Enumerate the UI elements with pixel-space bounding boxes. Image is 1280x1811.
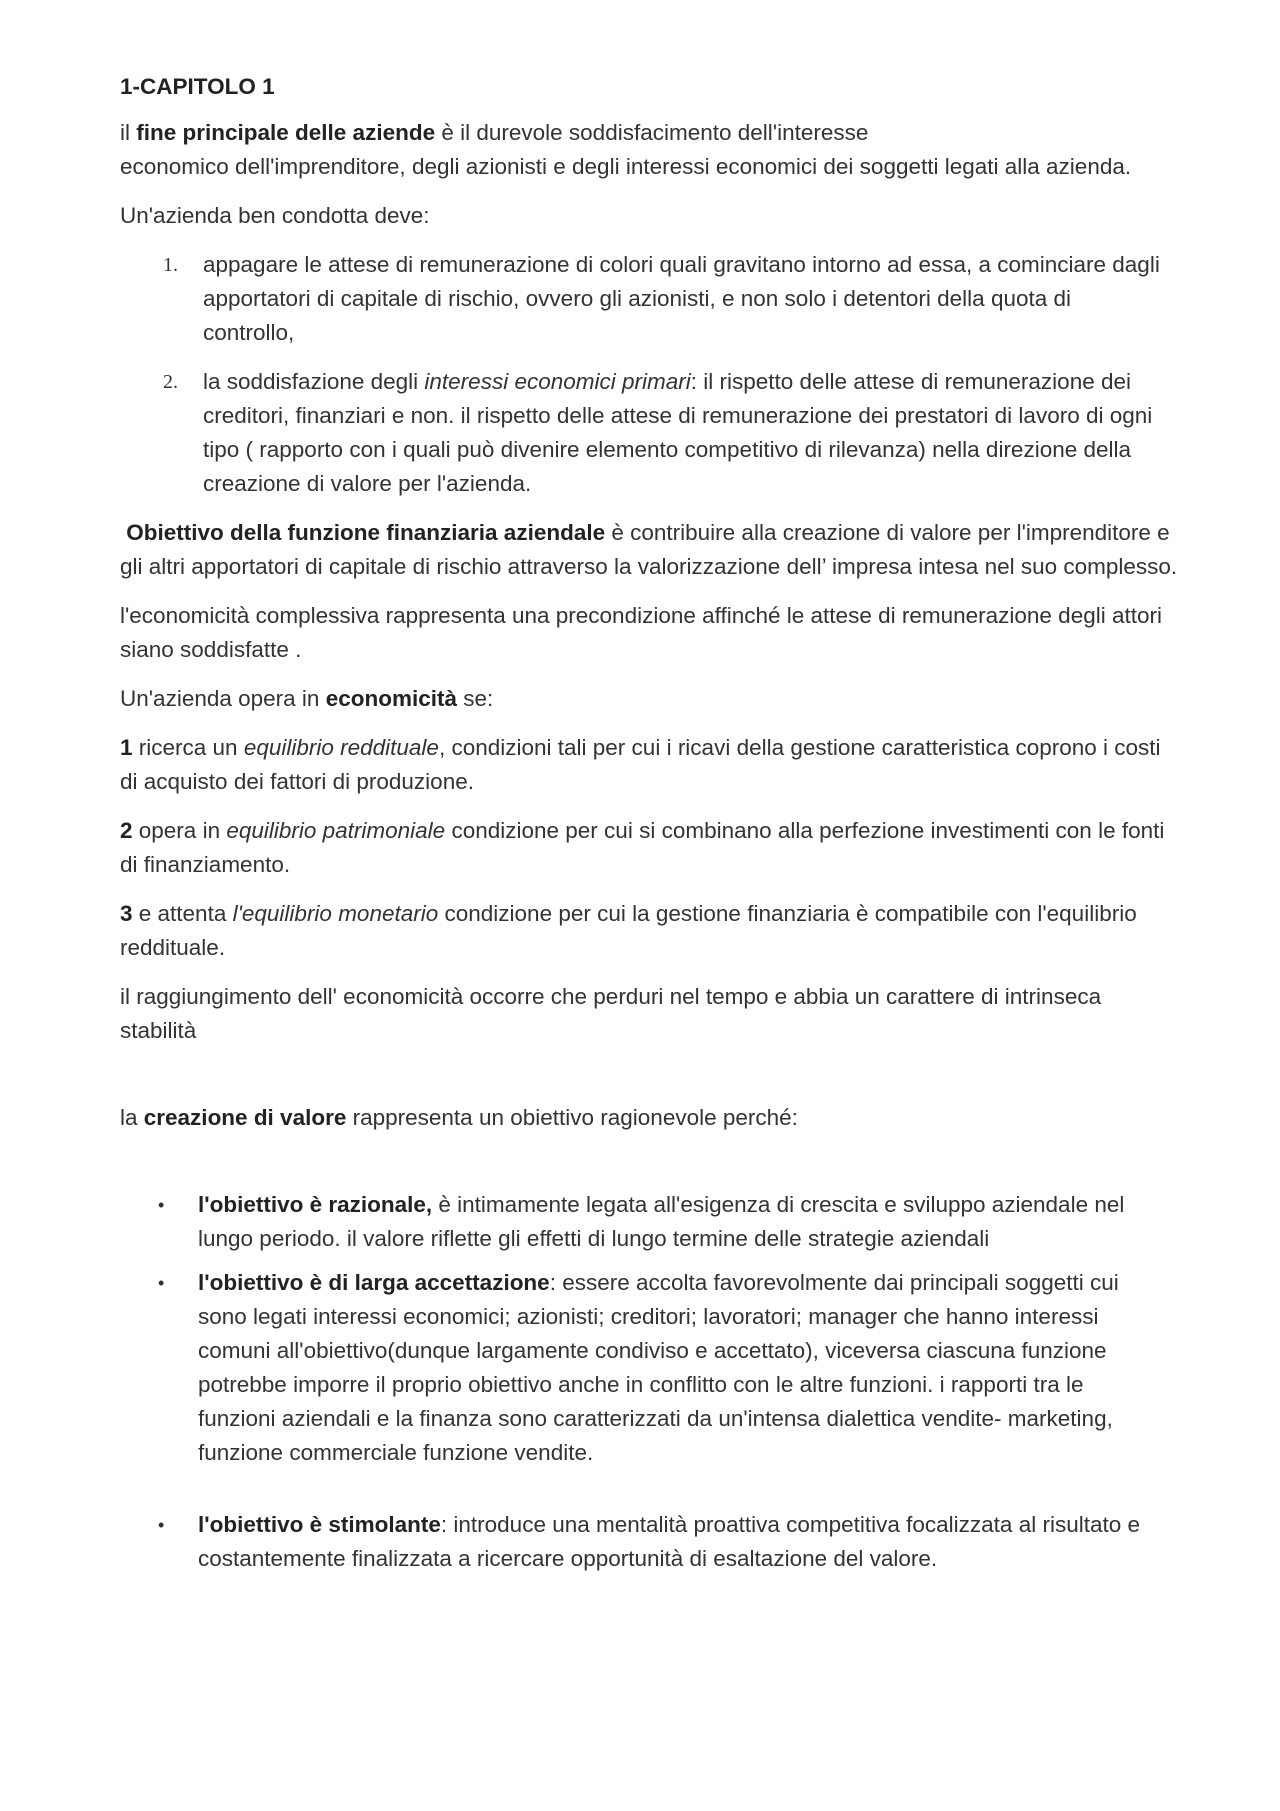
paragraph-azienda-ben-condotta: Un'azienda ben condotta deve: xyxy=(120,203,430,228)
condition-item: 1 ricerca un equilibrio reddituale, condizioni tali per cui i ricavi della gestione caratteristica coprono i costi di acquisto dei fattori di produzione. xyxy=(120,735,1161,794)
spacer xyxy=(120,1063,1180,1101)
condition-item: 2 opera in equilibrio patrimoniale condizione per cui si combinano alla perfezione investimenti con le fonti di finanziamento. xyxy=(120,818,1165,877)
italic-term: l'equilibrio monetario xyxy=(232,901,439,926)
ordered-list-item xyxy=(163,248,1180,350)
italic-term: equilibrio patrimoniale xyxy=(226,818,446,843)
paragraph-economicita-se: Un'azienda opera in economicità se: xyxy=(120,686,494,711)
condition-number: 2 xyxy=(120,818,133,843)
bold-term: Obiettivo della funzione finanziaria aziendale xyxy=(126,520,606,545)
bullet-list-item xyxy=(158,1266,1180,1470)
bold-term: fine principale delle aziende xyxy=(136,120,436,145)
bold-term: creazione di valore xyxy=(143,1105,347,1130)
paragraph-obiettivo-funzione-finanziaria: Obiettivo della funzione finanziaria aziendale è contribuire alla creazione di valore per l'imprenditore e gli altri apportatori di capitale di rischio attraverso la valorizzazione dell’ impresa intesa nel suo complesso. xyxy=(120,520,1178,579)
chapter-title: 1-CAPITOLO 1 xyxy=(120,74,275,99)
italic-term: equilibrio reddituale xyxy=(243,735,439,760)
paragraph-economicita-complessiva: l'economicità complessiva rappresenta una precondizione affinché le attese di remunerazione degli attori siano soddisfatte . xyxy=(120,603,1162,662)
bullet-list-item xyxy=(158,1508,1180,1576)
document-page xyxy=(120,70,1180,1586)
spacer xyxy=(120,1150,1180,1188)
paragraph-fine-principale: il fine principale delle aziende è il durevole soddisfacimento dell'interesse economico dell'imprenditore, degli azionisti e degli interessi economici dei soggetti legati alla azienda. xyxy=(120,120,1132,179)
bullet-list-item xyxy=(158,1188,1180,1256)
list-item-text: l'obiettivo è stimolante: introduce una mentalità proattiva competitiva focalizzata al risultato e costantemente finalizzata a ricercare opportunità di esaltazione del valore. xyxy=(198,1512,1141,1571)
list-item-text: la soddisfazione degli interessi economici primari: il rispetto delle attese di remunerazione dei creditori, finanziari e non. il rispetto delle attese di remunerazione dei prestatori di lavoro di ogni tipo ( rapporto con i quali può divenire elemento competitivo di rilevanza) nella direzione della creazione di valore per l'azienda. xyxy=(203,369,1153,496)
bullet-icon: • xyxy=(158,1515,165,1535)
list-number: 1. xyxy=(163,254,178,276)
bold-term: l'obiettivo è stimolante xyxy=(198,1512,441,1537)
bold-term: l'obiettivo è di larga accettazione xyxy=(198,1270,550,1295)
ordered-list-item xyxy=(163,365,1180,501)
spacer xyxy=(120,1480,1180,1508)
condition-item: 3 e attenta l'equilibrio monetario condizione per cui la gestione finanziaria è compatibile con l'equilibrio reddituale. xyxy=(120,901,1137,960)
bullet-icon: • xyxy=(158,1273,165,1293)
paragraph-raggiungimento-economicita: il raggiungimento dell' economicità occorre che perduri nel tempo e abbia un carattere di intrinseca stabilità xyxy=(120,984,1102,1043)
bold-term: l'obiettivo è razionale, xyxy=(198,1192,433,1217)
italic-term: interessi economici primari xyxy=(424,369,691,394)
list-item-text: l'obiettivo è di larga accettazione: essere accolta favorevolmente dai principali soggetti cui sono legati interessi economici; azionisti; creditori; lavoratori; manager che hanno interessi comuni all'obiettivo(dunque largamente condiviso e accettato), viceversa ciascuna funzione potrebbe imporre il proprio obiettivo anche in conflitto con le altre funzioni. i rapporti tra le funzioni aziendali e la finanza sono caratterizzati da un'intensa dialettica vendite- marketing, funzione commerciale funzione vendite. xyxy=(198,1270,1119,1465)
condition-number: 3 xyxy=(120,901,133,926)
list-item-text: l'obiettivo è razionale, è intimamente legata all'esigenza di crescita e sviluppo aziendale nel lungo periodo. il valore riflette gli effetti di lungo termine delle strategie aziendali xyxy=(198,1192,1125,1251)
paragraph-creazione-di-valore: la creazione di valore rappresenta un obiettivo ragionevole perché: xyxy=(120,1105,798,1130)
condition-number: 1 xyxy=(120,735,133,760)
bold-term: economicità xyxy=(325,686,457,711)
list-item-text: appagare le attese di remunerazione di colori quali gravitano intorno ad essa, a cominciare dagli apportatori di capitale di rischio, ovvero gli azionisti, e non solo i detentori della quota di controllo, xyxy=(203,252,1160,345)
bullet-icon: • xyxy=(158,1195,165,1215)
list-number: 2. xyxy=(163,371,178,393)
